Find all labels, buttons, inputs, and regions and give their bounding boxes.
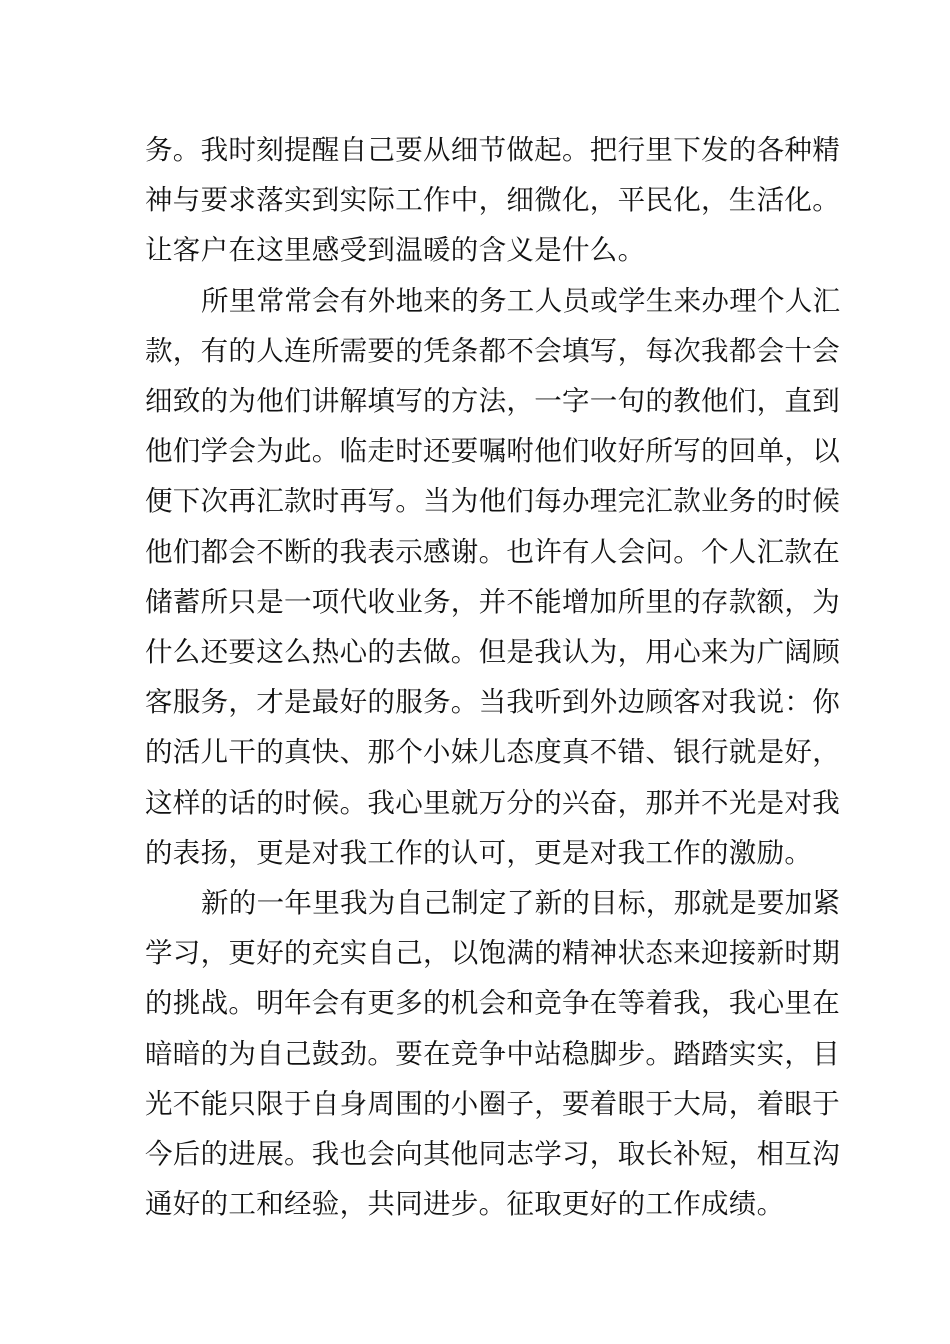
text-line: 客服务，才是最好的服务。当我听到外边顾客对我说：你 — [145, 686, 840, 719]
text-line: 什么还要这么热心的去做。但是我认为，用心来为广阔顾 — [145, 636, 840, 669]
text-line: 他们都会不断的我表示感谢。也许有人会问。个人汇款在 — [145, 535, 840, 568]
text-line: 光不能只限于自身周围的小圈子，要着眼于大局，着眼于 — [145, 1087, 840, 1120]
text-line: 储蓄所只是一项代收业务，并不能增加所里的存款额，为 — [145, 585, 840, 618]
text-line: 通好的工和经验，共同进步。征取更好的工作成绩。 — [145, 1188, 785, 1221]
text-line: 的活儿干的真快、那个小妹儿态度真不错、银行就是好， — [145, 736, 840, 769]
text-line: 细致的为他们讲解填写的方法，一字一句的教他们，直到 — [145, 385, 840, 418]
paragraph-start-line: 新的一年里我为自己制定了新的目标，那就是要加紧 — [201, 887, 841, 920]
text-line: 学习，更好的充实自己，以饱满的精神状态来迎接新时期 — [145, 937, 840, 970]
text-line: 的表扬，更是对我工作的认可，更是对我工作的激励。 — [145, 836, 813, 869]
text-line: 的挑战。明年会有更多的机会和竞争在等着我，我心里在 — [145, 987, 840, 1020]
text-line: 便下次再汇款时再写。当为他们每办理完汇款业务的时候 — [145, 485, 840, 518]
text-line: 他们学会为此。临走时还要嘱咐他们收好所写的回单，以 — [145, 435, 840, 468]
text-line: 让客户在这里感受到温暖的含义是什么。 — [145, 234, 646, 267]
text-line: 务。我时刻提醒自己要从细节做起。把行里下发的各种精 — [145, 134, 840, 166]
text-line: 神与要求落实到实际工作中，细微化，平民化，生活化。 — [145, 184, 840, 217]
text-line: 款，有的人连所需要的凭条都不会填写，每次我都会十会 — [145, 334, 840, 367]
text-line: 这样的话的时候。我心里就万分的兴奋，那并不光是对我 — [145, 786, 840, 819]
paragraph-start-line: 所里常常会有外地来的务工人员或学生来办理个人汇 — [201, 284, 841, 317]
text-line: 暗暗的为自己鼓劲。要在竞争中站稳脚步。踏踏实实，目 — [145, 1037, 840, 1070]
document-body — [145, 125, 841, 1229]
text-line: 今后的进展。我也会向其他同志学习，取长补短，相互沟 — [145, 1138, 840, 1171]
